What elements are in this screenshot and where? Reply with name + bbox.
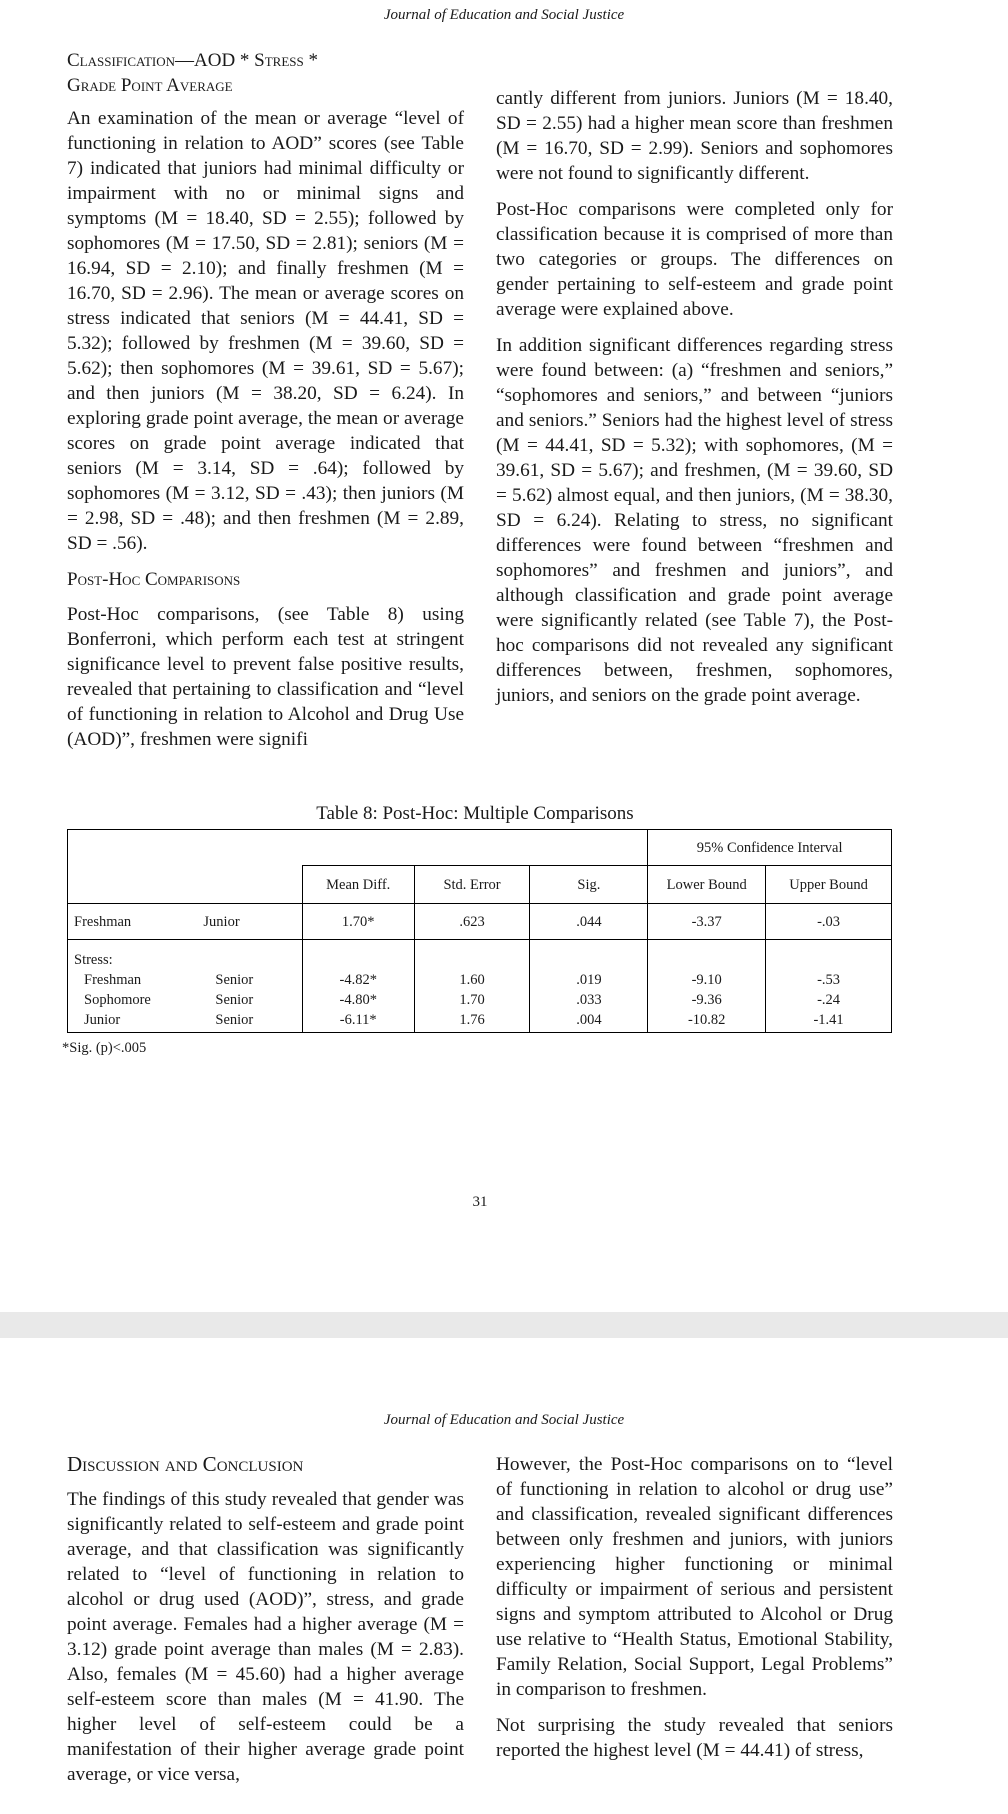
paragraph: Post-Hoc comparisons, (see Table 8) using Bonferroni, which perform each test at stringent significance level to prevent false positive results, revealed that pertaining to classification and “level of functioning in relation to Alcohol and Drug Use (AOD)”, freshmen were signifi <box>67 604 464 750</box>
right-column <box>496 1452 893 1774</box>
section-heading-post-hoc: Post-Hoc Comparisons <box>67 569 241 590</box>
header-std-error: Std. Error <box>414 866 530 904</box>
header-upper-bound: Upper Bound <box>766 866 892 904</box>
header-lower-bound: Lower Bound <box>648 866 766 904</box>
paragraph: An examination of the mean or average “level of functioning in relation to AOD” scores (see Table 7) indicated that juniors had minimal difficulty or impairment with no or minimal signs and symptoms (M = 18.40, SD = 2.55); followed by sophomores (M = 17.50, SD = 2.81); seniors (M = 16.94, SD = 2.10); and finally freshmen (M = 16.70, SD = 2.96). The mean or average scores on stress indicated that seniors (M = 44.41, SD = 5.32); followed by freshmen (M = 39.60, SD = 5.62); then sophomores (M = 39.61, SD = 5.67); and then juniors (M = 38.20, SD = 6.24). In exploring grade point average, the mean or average scores on grade point average indicated that seniors (M = 3.14, SD = .64); followed by sophomores (M = 3.12, SD = .43); then juniors (M = 2.98, SD = .48); and then freshmen (M = 2.89, SD = .56). <box>67 108 464 554</box>
table-caption: Table 8: Post-Hoc: Multiple Comparisons <box>316 803 634 824</box>
left-column <box>67 48 464 763</box>
paragraph: Post-Hoc comparisons were completed only for classification because it is comprised of more than two categories or groups. The differences on gender pertaining to self-esteem and grade point average were explained above. <box>496 199 893 320</box>
running-head: Journal of Education and Social Justice <box>383 1412 625 1428</box>
running-head: Journal of Education and Social Justice <box>383 7 625 23</box>
paragraph: cantly different from juniors. Juniors (M = 18.40, SD = 2.55) had a higher mean score than freshmen (M = 16.70, SD = 2.99). Seniors and sophomores were not found to significantly different. <box>496 88 893 184</box>
paragraph: However, the Post-Hoc comparisons on to “level of functioning in relation to alcohol or drug use” and classification, revealed significant differences between only freshmen and juniors, with juniors experiencing higher functioning or minimal difficulty or impairment of serious and persistent signs and symptom attributed to Alcohol or Drug use relative to “Health Status, Emotional Stability, Family Relation, Social Support, Legal Problems” in comparison to freshmen. <box>496 1454 893 1700</box>
ci-header: 95% Confidence Interval <box>648 830 892 866</box>
page-number: 31 <box>472 1194 488 1210</box>
header-sig: Sig. <box>530 866 648 904</box>
paragraph: In addition significant differences regarding stress were found between: (a) “freshmen and seniors,” “sophomores and seniors,” and between “juniors and seniors.” Seniors had the highest level of stress (M = 44.41, SD = 5.32); with sophomores, (M = 39.61, SD = 5.67); and freshmen, (M = 39.60, SD = 5.62) almost equal, and then juniors, (M = 38.30, SD = 6.24). Relating to stress, no significant differences were found between “freshmen and sophomores” and freshmen and juniors”, and although classification and grade point average were significantly related (see Table 7), the Post-hoc comparisons did not revealed any significant differences between, freshmen, sophomores, juniors, and seniors on the grade point average. <box>496 335 893 706</box>
paragraph: Not surprising the study revealed that seniors reported the highest level (M = 44.41) of stress, <box>496 1715 893 1761</box>
section-heading-discussion: Discussion and Conclusion <box>67 1452 304 1476</box>
section-heading-classification: Classification—AOD * Stress * Grade Point Average <box>67 50 319 96</box>
paragraph: The findings of this study revealed that gender was significantly related to self-esteem and grade point average, and that classification was significantly related to “level of functioning in relation to alcohol or drug used (AOD)”, stress, and grade point average. Females had a higher average (M = 3.12) grade point average than males (M = 2.83). Also, females (M = 45.60) had a higher average self-esteem score than males (M = 41.90. The higher level of self-esteem could be a manifestation of their higher average grade point average, or vice versa, <box>67 1489 464 1785</box>
table-row: Freshman Junior 1.70* .623 .044 -3.37 -.03 <box>68 904 892 940</box>
post-hoc-table <box>67 829 892 1033</box>
table-note: *Sig. (p)<.005 <box>62 1040 147 1056</box>
page-32 <box>0 1338 1008 1814</box>
table-row-group-stress: Stress: Freshman Sophomore Junior Senior Senior Senior -4.82* -4.80* -6.11* 1.60 1.70 1.76 .019 .033 .004 -9.10 -9.36 -10.82 -.53 -.24 -1.41 <box>68 940 892 1033</box>
page-separator <box>0 1312 1008 1338</box>
left-column <box>67 1452 464 1798</box>
right-column <box>496 86 893 719</box>
header-mean-diff: Mean Diff. <box>302 866 414 904</box>
